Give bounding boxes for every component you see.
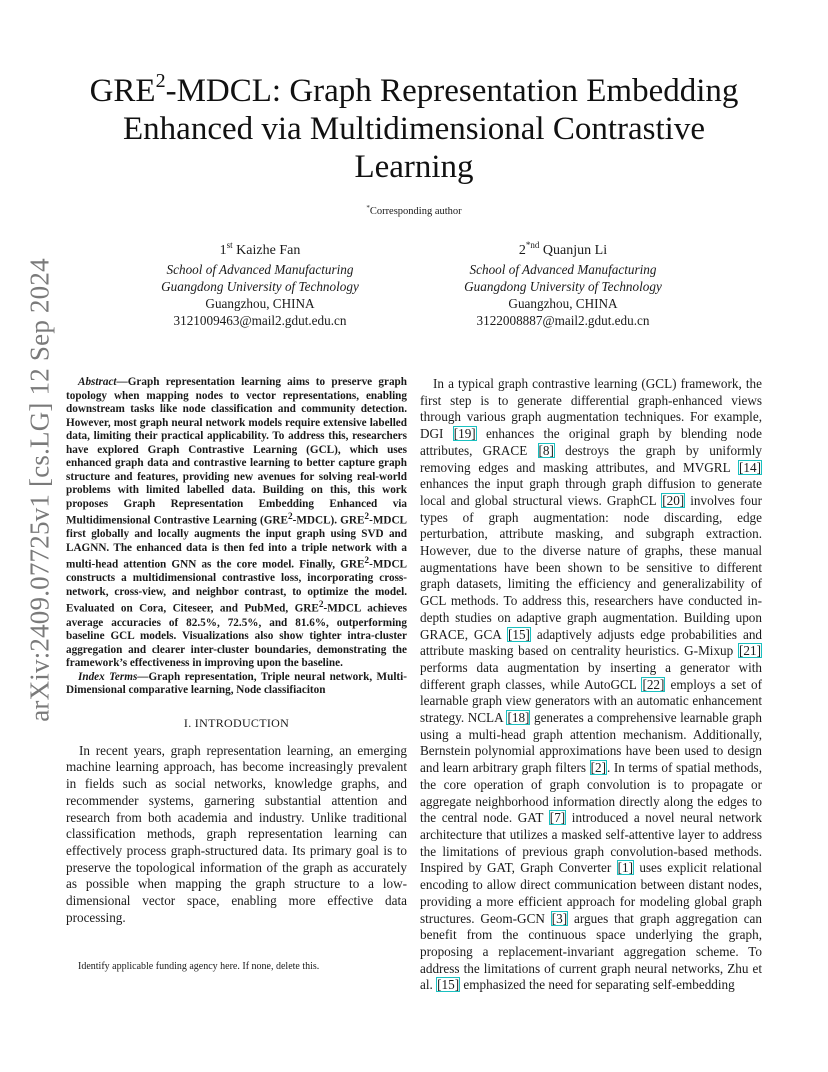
author-affiliation: School of Advanced Manufacturing — [166, 262, 354, 277]
author-block — [403, 242, 723, 329]
author-affiliation: School of Advanced Manufacturing — [469, 262, 657, 277]
title-part-1: GRE — [89, 73, 156, 109]
body-paragraph — [420, 376, 762, 994]
citation-link[interactable]: [15] — [507, 626, 530, 642]
body-text: destroys the graph by uniformly removing edges and masking attributes, and MVGRL — [420, 442, 762, 475]
citation-link[interactable]: [20] — [662, 492, 685, 508]
author-university: Guangdong University of Technology — [464, 279, 662, 294]
author-number: 2 — [518, 243, 526, 258]
intro-paragraph: In recent years, graph representation learning, an emerging machine learning approach, has become increasingly prevalent in fields such as social networks, knowledge graphs, and recommender systems, garnering substantial attention and research from both academia and industry. Unlike traditional classification methods, graph representation learning can effectively process graph-structured data. Its primary goal is to preserve the topological information of the graph as accurately as possible when mapping the graph structure to a low-dimensional vector space, enabling more effective data processing. — [66, 742, 407, 925]
title-superscript: 2 — [155, 70, 166, 92]
citation-link[interactable]: [22] — [642, 676, 665, 692]
abstract-text: -MDCL). GRE — [292, 514, 365, 527]
body-text: generates a comprehensive learnable graph using a multi-head graph attention mechanism. Additionally, Bernstein polynomial approximations have been used to design and learn arbitrary graph filters — [420, 710, 762, 776]
author-name-line — [100, 242, 420, 259]
abstract-text: -MDCL achieves average accuracies of 82.5%, 72.5%, and 81.6%, outperforming baseline GCL models. Visualizations also show tighter intra-cluster aggregation and clearer inter-cluster boundaries, demonstrating the framework’s effectiveness in improving upon the baseline. — [66, 603, 407, 670]
citation-link[interactable]: [18] — [507, 710, 530, 726]
author-email[interactable]: 3122008887@mail2.gdut.edu.cn — [476, 313, 650, 328]
author-city: Guangzhou, CHINA — [205, 296, 315, 311]
title-part-2: -MDCL: Graph Representation Embedding Enhanced via Multidimensional Contrastive Learning — [123, 73, 739, 185]
abstract-text: —Graph representation learning aims to preserve graph topology when mapping nodes to vector representations, enabling downstream tasks like node classification and community detection. However, most graph neural network models require extensive labelled data, limiting their practical applicability. To address this, researchers have explored Graph Contrastive Learning (GCL), which uses enhanced graph data and contrastive learning to better capture graph structure and features, providing new avenues for solving real-world problems with limited labelled data. Building on this, this work proposes Graph Representation Embedding Enhanced via Multidimensional Contrastive Learning (GRE — [66, 376, 407, 527]
citation-link[interactable]: [15] — [437, 977, 460, 993]
citation-link[interactable]: [2] — [590, 760, 606, 776]
body-text: argues that graph aggregation can benefit from the continuous space underlying the graph, proposing a replacement-invariant aggregation scheme. To address the limitations of current graph neural networks, Zhu et al. — [420, 910, 763, 993]
author-block — [100, 242, 420, 329]
arxiv-sidebar — [14, 258, 66, 722]
author-name: Quanjun Li — [542, 243, 608, 258]
index-terms — [66, 671, 407, 698]
body-text: involves four types of graph augmentation: node discarding, edge perturbation, attribute masking, and subgraph extraction. However, due to the diverse nature of graphs, these manual augmentations have been shown to be sensitive to different graph datasets, limiting the efficiency and generalizability of GCL methods. To address this, researchers have conducted in-depth studies on adaptive graph augmentation. Building upon GRACE, GCA — [420, 492, 762, 642]
corresponding-note — [0, 206, 828, 217]
author-ordinal: st — [226, 240, 233, 250]
abstract-lead: Abstract — [78, 376, 117, 388]
body-text: introduced a novel neural network architecture that utilizes a masked self-attentive layer to address the limitations of previous graph convolution-based methods. Inspired by GAT, Graph Converter — [420, 810, 762, 876]
body-text: emphasized the need for separating self-embedding — [460, 977, 735, 993]
abstract-superscript: 2 — [318, 600, 324, 611]
author-university: Guangdong University of Technology — [161, 279, 359, 294]
index-terms-lead: Index Terms — [78, 670, 138, 683]
abstract-text: -MDCL constructs a multidimensional contrastive loss, incorporating cross-network, cross-view, and neighbor contrast, to optimize the model. Evaluated on Cora, Citeseer, and PubMed, GRE — [66, 558, 407, 616]
citation-link[interactable]: [3] — [551, 910, 568, 926]
abstract-superscript: 2 — [287, 512, 293, 522]
left-column — [66, 376, 407, 926]
author-ordinal: *nd — [525, 240, 540, 250]
citation-link[interactable]: [1] — [617, 860, 633, 876]
index-terms-text: —Graph representation, Triple neural network, Multi-Dimensional comparative learning, Node classifiaciton — [66, 670, 407, 697]
section-heading — [66, 716, 407, 731]
body-text: performs data augmentation by inserting a generator with different graph classes, while AutoGCL — [420, 659, 762, 692]
author-number: 1 — [219, 243, 227, 258]
body-text: In a typical graph contrastive learning (GCL) framework, the first step is to generate differential graph-enhanced views through various graph augmentation techniques. For example, DGI — [420, 376, 762, 442]
author-name-line — [403, 242, 723, 259]
abstract — [66, 376, 407, 671]
author-email[interactable]: 3121009463@mail2.gdut.edu.cn — [173, 313, 347, 328]
body-text: uses explicit relational encoding to allow direct communication between distant nodes, providing a more efficient approach for modeling global graph structures. Geom-GCN — [420, 860, 762, 926]
section-title: NTRODUCTION — [199, 715, 290, 730]
body-text: employs a set of learnable graph view generators with an automatic enhancement strategy. NCLA — [420, 676, 762, 726]
citation-link[interactable]: [14] — [739, 459, 761, 475]
footnote: Identify applicable funding agency here. If none, delete this. — [78, 961, 320, 972]
abstract-superscript: 2 — [364, 512, 370, 522]
abstract-text: -MDCL first globally and locally augments the input graph using SVD and LAGNN. The enhanced data is then fed into a triple network with a multi-head attention GNN as the core model. Finally, GRE — [66, 514, 407, 571]
corresponding-mark: * — [366, 204, 370, 212]
body-text: enhances the input graph through graph diffusion to generate local and global structural views. GraphCL — [420, 476, 762, 508]
body-text: . In terms of spatial methods, the core operation of graph convolution is to propagate or aggregate neighborhood information directly along the edges to the central node. GAT — [420, 760, 762, 826]
arxiv-identifier: arXiv:2409.07725v1 [cs.LG] 12 Sep 2024 — [24, 258, 55, 722]
citation-link[interactable]: [7] — [549, 810, 566, 826]
body-text: enhances the original graph by blending node attributes, GRACE — [420, 426, 762, 458]
corresponding-text: Corresponding author — [369, 206, 462, 217]
abstract-superscript: 2 — [364, 556, 370, 567]
citation-link[interactable]: [19] — [453, 426, 476, 442]
author-city: Guangzhou, CHINA — [508, 296, 618, 311]
section-numeral: I. I — [183, 715, 200, 730]
citation-link[interactable]: [8] — [538, 442, 554, 458]
paper-title — [60, 72, 768, 186]
author-name: Kaizhe Fan — [236, 243, 301, 258]
citation-link[interactable]: [21] — [739, 643, 761, 659]
right-column — [420, 376, 762, 994]
body-text: adaptively adjusts edge probabilities and attribute masking based on centrality heuristics. G-Mixup — [420, 626, 763, 659]
